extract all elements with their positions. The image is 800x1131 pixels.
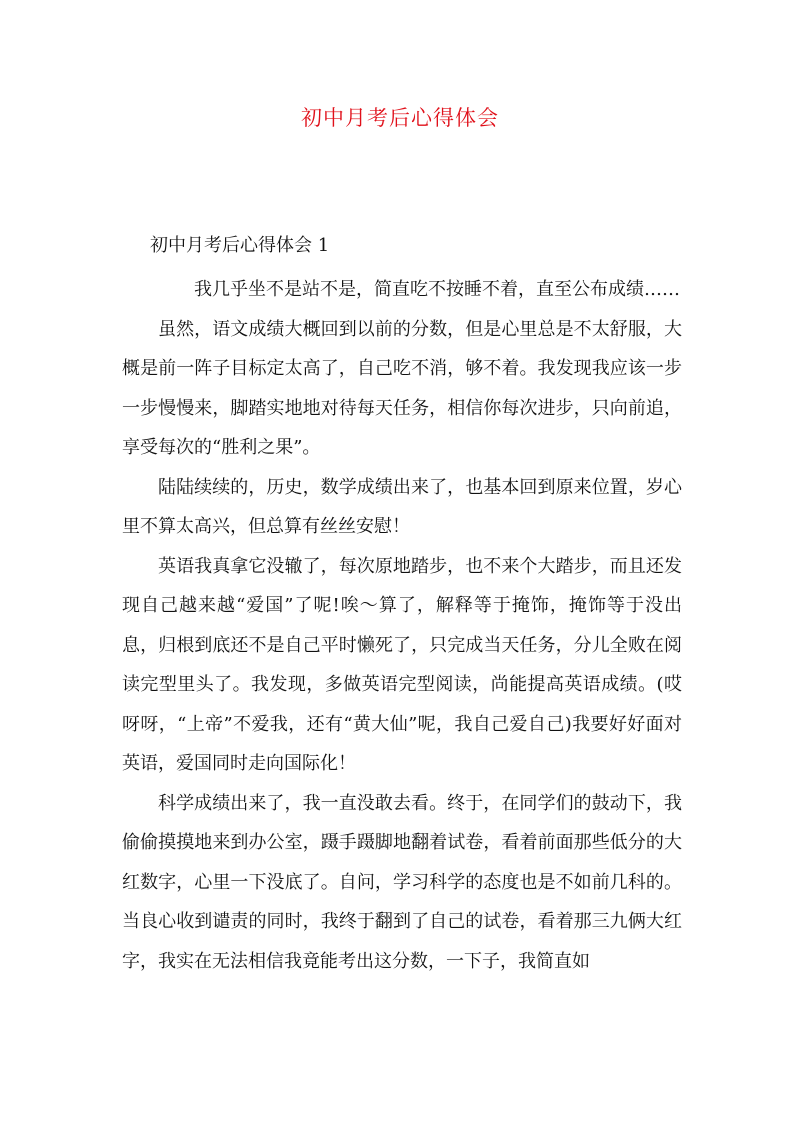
- paragraph: 陆陆续续的，历史，数学成绩出来了，也基本回到原来位置，岁心里不算太高兴，但总算有丝丝安慰！: [122, 476, 682, 537]
- paragraph: 我几乎坐不是站不是，简直吃不按睡不着，直至公布成绩……: [194, 279, 680, 300]
- paragraph: 科学成绩出来了，我一直没敢去看。终于，在同学们的鼓动下，我偷偷摸摸地来到办公室，蹑手蹑脚地翻着试卷，看着前面那些低分的大红数字，心里一下没底了。自问，学习科学的态度也是不如前几科的。当良心收到谴责的同时，我终于翻到了自己的试卷，看着那三九俩大红字，我实在无法相信我竟能考出这分数，一下子，我简直如: [122, 792, 682, 972]
- document-title: 初中月考后心得体会: [301, 106, 499, 130]
- paragraph: 虽然，语文成绩大概回到以前的分数，但是心里总是不太舒服，大概是前一阵子目标定太高了，自己吃不消，够不着。我发现我应该一步一步慢慢来，脚踏实地地对待每天任务，相信你每次进步，只向前追，享受每次的“胜利之果”。: [122, 318, 682, 458]
- paragraph: 英语我真拿它没辙了，每次原地踏步，也不来个大踏步，而且还发现自己越来越“爱国”了呢!唉～算了，解释等于掩饰，掩饰等于没出息，归根到底还不是自己平时懒死了，只完成当天任务，分儿全败在阅读完型里头了。我发现，多做英语完型阅读，尚能提高英语成绩。(哎呀呀，“上帝”不爱我，还有“黄大仙”呢，我自己爱自己)我要好好面对英语，爱国同时走向国际化！: [122, 555, 682, 774]
- section-subtitle: 初中月考后心得体会 1: [150, 235, 330, 256]
- document-body: [122, 270, 682, 981]
